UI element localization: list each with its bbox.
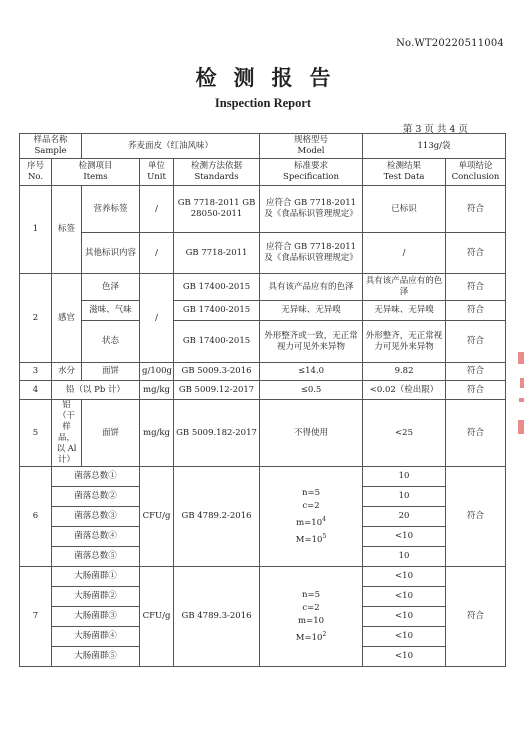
- item-group: 感官: [52, 274, 82, 363]
- item-name: 水分: [52, 363, 82, 381]
- item-group: 标签: [52, 186, 82, 274]
- standard: GB 5009.3-2016: [174, 363, 260, 381]
- unit: /: [140, 186, 174, 233]
- header-no-cn: 序号: [26, 161, 44, 171]
- row-number: 4: [20, 381, 52, 400]
- spec-m-exponent: 4: [322, 515, 326, 523]
- item-name: 营养标签: [82, 186, 140, 233]
- seal-edge-mark: [520, 378, 524, 388]
- table-row: [20, 186, 506, 233]
- standard: GB 7718-2011 GB 28050-2011: [174, 186, 260, 233]
- conclusion: 符合: [446, 381, 506, 400]
- header-standards: [174, 159, 260, 186]
- table-row: [20, 301, 506, 321]
- seal-edge-mark: [519, 398, 524, 402]
- standard: GB 4789.2-2016: [174, 467, 260, 567]
- header-data-cn: 检测结果: [387, 161, 422, 171]
- item-name: 大肠菌群④: [52, 627, 140, 647]
- test-result: 外形整齐，无正常视力可见外来异物: [363, 321, 446, 363]
- row-number: 6: [20, 467, 52, 567]
- test-result: 20: [363, 507, 446, 527]
- standard: GB 7718-2011: [174, 233, 260, 274]
- table-row: [20, 467, 506, 487]
- item-name: 菌落总数①: [52, 467, 140, 487]
- table-row: [20, 400, 506, 467]
- unit: CFU/g: [140, 467, 174, 567]
- header-specification: [260, 159, 363, 186]
- item-name: 大肠菌群⑤: [52, 647, 140, 667]
- test-result: 具有该产品应有的色泽: [363, 274, 446, 301]
- spec-big-m: M=10: [295, 534, 323, 545]
- report-title-english: Inspection Report: [214, 96, 312, 110]
- table-row: [20, 274, 506, 301]
- item-name: 滋味、气味: [82, 301, 140, 321]
- test-result: 10: [363, 467, 446, 487]
- specification: 外形整齐或一致，无正常视力可见外来异物: [260, 321, 363, 363]
- specification: 应符合 GB 7718-2011 及《食品标识管理规定》: [260, 186, 363, 233]
- test-result: <25: [363, 400, 446, 467]
- header-no: [20, 159, 52, 186]
- model-value: 113g/袋: [363, 134, 506, 159]
- conclusion: 符合: [446, 567, 506, 667]
- test-result: <0.02（检出限）: [363, 381, 446, 400]
- item-name: 铝（干样品，以 Al 计）: [52, 400, 82, 467]
- unit: g/100g: [140, 363, 174, 381]
- spec-big-m-exponent: 2: [322, 630, 327, 638]
- item-name: 大肠菌群③: [52, 607, 140, 627]
- item-name: 菌落总数③: [52, 507, 140, 527]
- standard: GB 5009.12-2017: [174, 381, 260, 400]
- unit: mg/kg: [140, 400, 174, 467]
- sample-name: 荞麦面皮（红油风味）: [82, 134, 260, 159]
- header-std-en: Standards: [194, 172, 239, 182]
- header-unit-en: Unit: [147, 172, 166, 182]
- specification: [260, 467, 363, 567]
- unit: /: [140, 233, 174, 274]
- test-result: <10: [363, 587, 446, 607]
- page-number: 第 3 页 共 4 页: [402, 124, 468, 135]
- header-unit-cn: 单位: [148, 161, 166, 171]
- model-label: 规格型号: [294, 135, 329, 145]
- spec-big-m: M=10: [295, 632, 323, 643]
- sub-item: 面饼: [82, 400, 140, 467]
- report-number: No.WT20220511004: [396, 38, 504, 49]
- test-result: <10: [363, 647, 446, 667]
- test-result: 已标识: [363, 186, 446, 233]
- test-result: 10: [363, 547, 446, 567]
- report-title: 检测报告: [195, 65, 348, 90]
- header-row: [20, 159, 506, 186]
- item-name: 大肠菌群①: [52, 567, 140, 587]
- conclusion: 符合: [446, 186, 506, 233]
- header-concl-cn: 单项结论: [458, 161, 493, 171]
- test-result: 9.82: [363, 363, 446, 381]
- standard: GB 17400-2015: [174, 321, 260, 363]
- conclusion: 符合: [446, 363, 506, 381]
- header-unit: [140, 159, 174, 186]
- item-name: 色泽: [82, 274, 140, 301]
- item-name: 菌落总数②: [52, 487, 140, 507]
- table-row: [20, 233, 506, 274]
- specification: 不得使用: [260, 400, 363, 467]
- item-name: 大肠菌群②: [52, 587, 140, 607]
- unit: CFU/g: [140, 567, 174, 667]
- test-result: 10: [363, 487, 446, 507]
- conclusion: 符合: [446, 467, 506, 567]
- item-name: 状态: [82, 321, 140, 363]
- specification: 无异味、无异嗅: [260, 301, 363, 321]
- conclusion: 符合: [446, 321, 506, 363]
- unit: mg/kg: [140, 381, 174, 400]
- spec-c: c=2: [302, 602, 320, 613]
- row-number: 5: [20, 400, 52, 467]
- table-row: [20, 321, 506, 363]
- header-spec-cn: 标准要求: [294, 161, 329, 171]
- header-data-en: Test Data: [383, 172, 425, 182]
- conclusion: 符合: [446, 400, 506, 467]
- inspection-table: [19, 133, 506, 667]
- sample-row: [20, 134, 506, 159]
- row-number: 2: [20, 274, 52, 363]
- spec-m: m=10: [296, 517, 323, 528]
- sample-label: 样品名称: [33, 135, 68, 145]
- spec-big-m-exponent: 5: [322, 532, 327, 540]
- spec-n: n=5: [302, 487, 321, 498]
- header-items: [52, 159, 140, 186]
- conclusion: 符合: [446, 233, 506, 274]
- item-name: 其他标识内容: [82, 233, 140, 274]
- sample-label-en: Sample: [34, 146, 67, 156]
- row-number: 1: [20, 186, 52, 274]
- standard: GB 4789.3-2016: [174, 567, 260, 667]
- specification: 应符合 GB 7718-2011 及《食品标识管理规定》: [260, 233, 363, 274]
- seal-edge-mark: [518, 420, 524, 434]
- header-items-en: Items: [83, 172, 108, 182]
- header-spec-en: Specification: [283, 172, 340, 182]
- table-row: [20, 363, 506, 381]
- seal-edge-mark: [518, 352, 524, 364]
- unit: /: [140, 274, 174, 363]
- conclusion: 符合: [446, 301, 506, 321]
- specification: [260, 567, 363, 667]
- standard: GB 5009.182-2017: [174, 400, 260, 467]
- table-row: [20, 567, 506, 587]
- test-result: <10: [363, 607, 446, 627]
- header-items-cn: 检测项目: [78, 161, 113, 171]
- test-result: <10: [363, 627, 446, 647]
- item-name: 菌落总数④: [52, 527, 140, 547]
- specification: 具有该产品应有的色泽: [260, 274, 363, 301]
- standard: GB 17400-2015: [174, 274, 260, 301]
- test-result: /: [363, 233, 446, 274]
- header-concl-en: Conclusion: [451, 172, 500, 182]
- spec-m: m=10: [298, 615, 325, 626]
- specification: ≤0.5: [260, 381, 363, 400]
- row-number: 3: [20, 363, 52, 381]
- spec-c: c=2: [302, 500, 320, 511]
- header-conclusion: [446, 159, 506, 186]
- header-no-en: No.: [27, 172, 44, 182]
- item-name: 菌落总数⑤: [52, 547, 140, 567]
- item-name: 铅（以 Pb 计）: [52, 381, 140, 400]
- test-result: <10: [363, 567, 446, 587]
- header-std-cn: 检测方法依据: [191, 161, 243, 171]
- row-number: 7: [20, 567, 52, 667]
- specification: ≤14.0: [260, 363, 363, 381]
- model-label-en: Model: [297, 146, 325, 156]
- spec-n: n=5: [302, 589, 321, 600]
- header-test-data: [363, 159, 446, 186]
- standard: GB 17400-2015: [174, 301, 260, 321]
- table-row: [20, 381, 506, 400]
- test-result: <10: [363, 527, 446, 547]
- test-result: 无异味、无异嗅: [363, 301, 446, 321]
- model-label-cell: [260, 134, 363, 159]
- conclusion: 符合: [446, 274, 506, 301]
- sample-label-cell: [20, 134, 82, 159]
- sub-item: 面饼: [82, 363, 140, 381]
